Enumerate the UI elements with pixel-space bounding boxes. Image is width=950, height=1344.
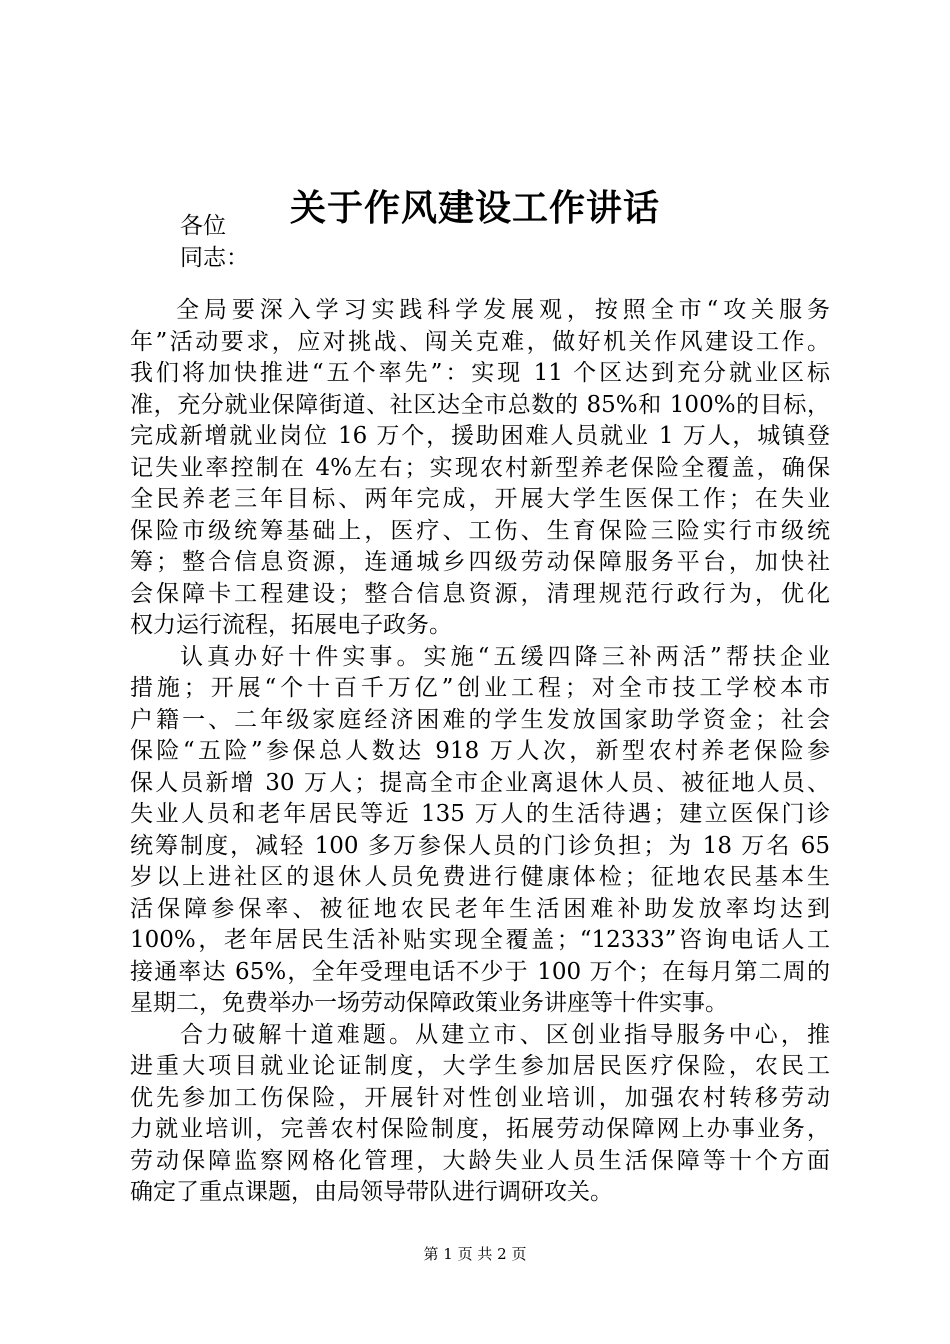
- text-line: 统筹制度，减轻 100 多万参保人员的门诊负担；为 18 万名 65: [130, 832, 830, 859]
- text-line: 会保障卡工程建设；整合信息资源，清理规范行政行为，优化: [130, 580, 830, 607]
- text-line: 权力运行流程，拓展电子政务。: [130, 612, 452, 638]
- text-line: 优先参加工伤保险，开展针对性创业培训，加强农村转移劳动: [130, 1084, 830, 1111]
- document-title: 关于作风建设工作讲话: [289, 187, 660, 229]
- text-line: 保人员新增 30 万人；提高全市企业离退休人员、被征地人员、: [130, 769, 830, 796]
- salutation-line-1: 各位: [180, 213, 226, 239]
- text-line: 完成新增就业岗位 16 万个，援助困难人员就业 1 万人，城镇登: [130, 423, 830, 449]
- document-body: [130, 295, 830, 1209]
- page-footer: 第 1 页 共 2 页: [423, 1245, 527, 1263]
- text-line: 星期二，免费举办一场劳动保障政策业务讲座等十件实事。: [130, 990, 728, 1016]
- text-line: 活保障参保率、被征地农民老年生活困难补助发放率均达到: [130, 895, 830, 922]
- text-line: 筹；整合信息资源，连通城乡四级劳动保障服务平台，加快社: [130, 549, 830, 575]
- text-line: 全民养老三年目标、两年完成，开展大学生医保工作；在失业: [130, 486, 830, 512]
- text-line: 合力破解十道难题。从建立市、区创业指导服务中心，推: [180, 1021, 830, 1048]
- text-line: 保险市级统筹基础上，医疗、工伤、生育保险三险实行市级统: [130, 517, 830, 544]
- paragraph-3: [130, 1020, 830, 1209]
- text-line: 劳动保障监察网格化管理，大龄失业人员生活保障等十个方面: [130, 1147, 830, 1174]
- text-line: 失业人员和老年居民等近 135 万人的生活待遇；建立医保门诊: [130, 801, 830, 827]
- text-line: 岁以上进社区的退休人员免费进行健康体检；征地农民基本生: [130, 864, 830, 890]
- text-line: 记失业率控制在 4%左右；实现农村新型养老保险全覆盖，确保: [130, 454, 830, 481]
- text-line: 我们将加快推进“五个率先”：实现 11 个区达到充分就业区标: [130, 360, 830, 386]
- text-line: 确定了重点课题，由局领导带队进行调研攻关。: [130, 1179, 613, 1205]
- text-line: 户籍一、二年级家庭经济困难的学生发放国家助学资金；社会: [130, 706, 830, 733]
- text-line: 认真办好十件实事。实施“五缓四降三补两活”帮扶企业: [180, 643, 830, 670]
- text-line: 进重大项目就业论证制度，大学生参加居民医疗保险，农民工: [130, 1053, 830, 1079]
- text-line: 100%，老年居民生活补贴实现全覆盖；“12333”咨询电话人工: [130, 927, 830, 953]
- text-line: 措施；开展“个十百千万亿”创业工程；对全市技工学校本市: [130, 675, 830, 701]
- paragraph-2: [130, 642, 830, 1020]
- text-line: 保险“五险”参保总人数达 918 万人次，新型农村养老保险参: [130, 738, 830, 764]
- salutation-line-2: 同志：: [180, 245, 249, 271]
- text-line: 年”活动要求，应对挑战、闯关克难，做好机关作风建设工作。: [130, 328, 830, 355]
- text-line: 全局要深入学习实践科学发展观，按照全市“攻关服务: [176, 297, 830, 323]
- text-line: 准，充分就业保障街道、社区达全市总数的 85%和 100%的目标，: [130, 391, 830, 418]
- text-line: 接通率达 65%，全年受理电话不少于 100 万个；在每月第二周的: [130, 958, 830, 985]
- text-line: 力就业培训，完善农村保险制度，拓展劳动保障网上办事业务，: [130, 1116, 830, 1142]
- paragraph-1: [130, 295, 830, 642]
